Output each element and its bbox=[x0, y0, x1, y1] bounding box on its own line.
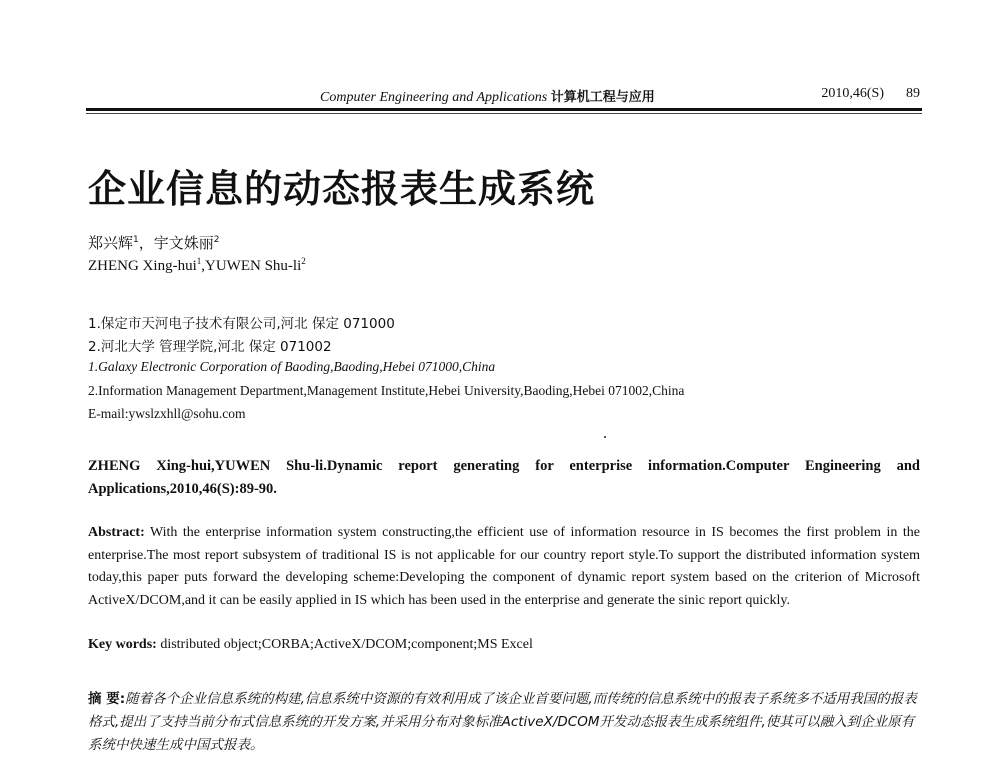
affiliation-en-2: 2.Information Management Department,Management Institute,Hebei University,Baoding,Hebei 071002,China bbox=[88, 383, 685, 398]
authors-chinese: 郑兴辉$^1$，宇文姝丽$^2$ bbox=[88, 234, 220, 252]
paper-title: 企业信息的动态报表生成系统 bbox=[88, 166, 596, 211]
abstract-text: With the enterprise information system constructing,the efficient use of information resource in IS becomes the first problem in the enterprise.The most report subsystem of traditional IS is not applicable for our country report style.To support the distributed information system today,this paper puts forward the developing scheme:Developing the component of dynamic report system based on the criterion of Microsoft ActiveX/DCOM,and it can be easily applied in IS which has been used in the enterprise and generate the sinic report quickly. bbox=[88, 525, 920, 608]
running-header bbox=[90, 86, 920, 106]
abstract-label: Abstract: bbox=[88, 525, 145, 540]
journal-name: Computer Engineering and Applications 计算机工程与应用 bbox=[320, 90, 655, 105]
keywords-en bbox=[88, 637, 533, 653]
page-number: 89 bbox=[906, 86, 920, 101]
issue-info: 2010,46(S) bbox=[821, 86, 884, 101]
author-email: E-mail:ywslzxhll@sohu.com bbox=[88, 406, 246, 421]
abstract-cn-label: 摘 要: bbox=[88, 691, 126, 707]
citation: ZHENG Xing-hui,YUWEN Shu-li.Dynamic report generating for enterprise information.Computer Engineering and Applications,2010,46(S):89-90. bbox=[88, 458, 920, 497]
authors-english: ZHENG Xing-hui$^1$,YUWEN Shu-$li^2$ bbox=[88, 256, 306, 274]
affiliation-cn-1: 1.保定市天河电子技术有限公司,河北 保定 071000 bbox=[88, 316, 395, 332]
header-rule-thin bbox=[86, 113, 922, 114]
abstract-en bbox=[88, 522, 920, 612]
speck bbox=[604, 436, 606, 438]
affiliation-en-1: 1.Galaxy Electronic Corporation of Baoding,Baoding,Hebei 071000,China bbox=[88, 359, 496, 374]
affiliation-cn-2: 2.河北大学 管理学院,河北 保定 071002 bbox=[88, 339, 332, 355]
keywords-label: Key words: bbox=[88, 637, 157, 652]
abstract-cn-text: 随着各个企业信息系统的构建,信息系统中资源的有效利用成了该企业首要问题,而传统的信息系统中的报表子系统多不适用我国的报表格式,提出了支持当前分布式信息系统的开发方案,并采用分布对象标准ActiveX/DCOM开发动态报表生成系统组件,使其可以融入到企业原有系统中快速生成中国式报表。 bbox=[88, 691, 917, 753]
keywords-text: distributed object;CORBA;ActiveX/DCOM;component;MS Excel bbox=[160, 637, 533, 652]
abstract-cn bbox=[88, 688, 924, 757]
header-rule-thick bbox=[86, 108, 922, 111]
